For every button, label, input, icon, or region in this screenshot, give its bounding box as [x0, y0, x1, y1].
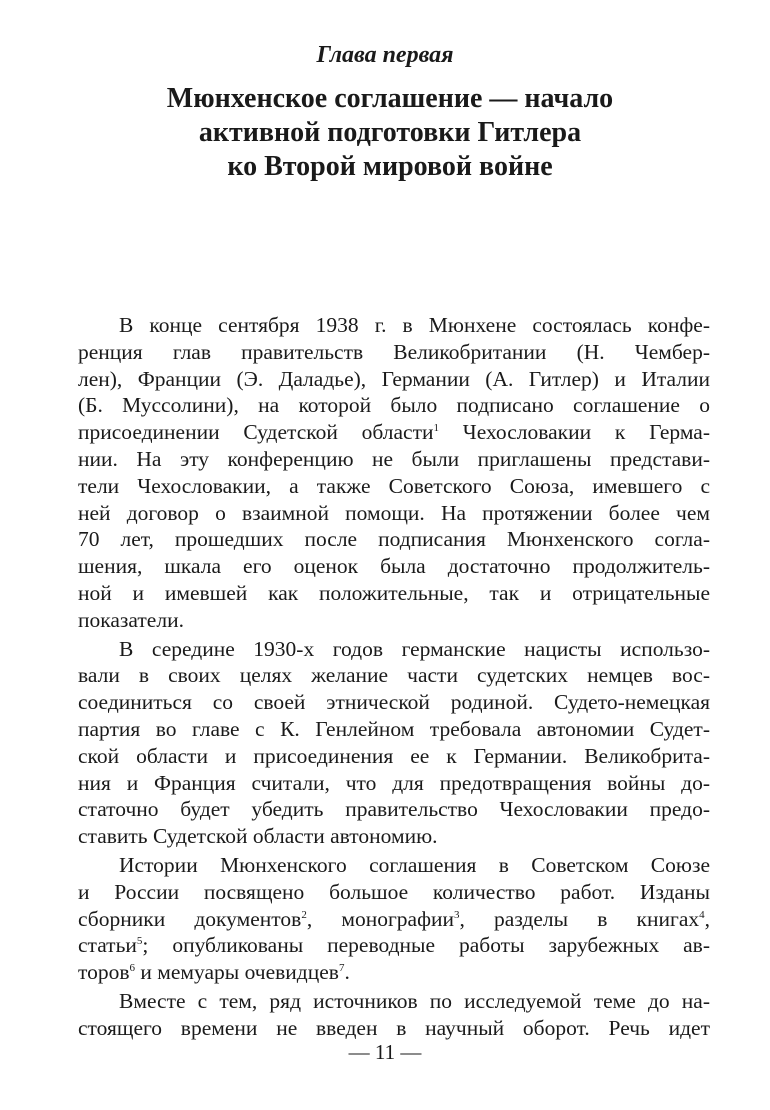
text-line: ставить Судетской области автономию.: [78, 824, 438, 849]
text-fragment: сборники документов: [78, 906, 302, 931]
chapter-title: [110, 82, 670, 184]
text-line: ния и Франция считали, что для предотвращения войны до-: [78, 770, 710, 795]
text-fragment: Чехословакии к Герма-: [438, 420, 710, 445]
text-line: соединиться со своей этнической родиной. Судето-немецкая: [78, 690, 710, 715]
body-text: [78, 312, 710, 1042]
text-line: тели Чехословакии, а также Советского Союза, имевшего с: [78, 473, 710, 498]
paragraph-2: [78, 636, 710, 850]
chapter-title-line: Мюнхенское соглашение — начало: [166, 83, 614, 114]
footnote-ref: 5: [136, 935, 143, 948]
text-line: В конце сентября 1938 г. в Мюнхене состоялась конфе-: [119, 313, 710, 337]
text-fragment: , монографии: [306, 906, 455, 931]
text-line: лен), Франции (Э. Даладье), Германии (А. Гитлер) и Италии: [78, 366, 710, 391]
footnote-ref: 1: [433, 422, 439, 435]
text-fragment: ,: [704, 906, 711, 931]
text-line: [78, 932, 710, 959]
text-fragment: торов: [78, 960, 130, 985]
text-line: стоящего времени не введен в научный оборот. Речь идет: [78, 1015, 710, 1040]
text-line: ной и имевшей как положительные, так и отрицательные: [78, 580, 710, 605]
text-line: ской области и присоединения ее к Германии. Великобрита-: [78, 743, 710, 768]
text-line: [78, 419, 710, 446]
text-fragment: , разделы в книгах: [459, 906, 700, 931]
text-line: и России посвящено большое количество работ. Изданы: [78, 879, 710, 904]
text-line: нии. На эту конференцию не были приглашены представи-: [78, 446, 710, 471]
footnote-ref: 2: [301, 908, 307, 921]
text-fragment: ; опубликованы переводные работы зарубежных ав-: [142, 933, 710, 958]
chapter-label: Глава первая: [316, 42, 454, 68]
text-line: Истории Мюнхенского соглашения в Советском Союзе: [119, 852, 710, 877]
text-line: вали в своих целях желание части судетских немцев вос-: [78, 663, 710, 688]
paragraph-3: [78, 852, 710, 986]
footnote-ref: 7: [338, 961, 345, 974]
text-fragment: .: [344, 960, 350, 985]
text-line: ренция глав правительств Великобритании (Н. Чембер-: [78, 339, 710, 364]
text-line: (Б. Муссолини), на которой было подписано соглашение о: [78, 393, 710, 418]
text-line: партия во главе с К. Генлейном требовала автономии Судет-: [78, 716, 710, 741]
text-line: [78, 906, 710, 933]
footnote-ref: 4: [699, 908, 705, 921]
chapter-title-line: ко Второй мировой войне: [227, 151, 553, 182]
text-line: показатели.: [78, 607, 184, 632]
footnote-ref: 6: [129, 961, 136, 974]
text-fragment: присоединении Судетской области: [78, 420, 434, 445]
text-line: [78, 959, 710, 986]
text-line: 70 лет, прошедших после подписания Мюнхенского согла-: [78, 527, 710, 552]
text-line: В середине 1930-х годов германские нацисты использо-: [119, 636, 710, 661]
text-fragment: статьи: [78, 933, 137, 958]
paragraph-1: [78, 312, 710, 634]
page-number: — 11 —: [348, 1040, 422, 1064]
paragraph-4: [78, 988, 710, 1042]
text-line: шения, шкала его оценок была достаточно продолжитель-: [78, 554, 710, 579]
text-fragment: и мемуары очевидцев: [135, 960, 339, 985]
text-line: статочно будет убедить правительство Чехословакии предо-: [78, 797, 710, 822]
footnote-ref: 3: [454, 908, 460, 921]
text-line: Вместе с тем, ряд источников по исследуемой теме до на-: [119, 988, 710, 1013]
text-line: ней договор о взаимной помощи. На протяжении более чем: [78, 500, 710, 525]
chapter-title-line: активной подготовки Гитлера: [198, 117, 582, 148]
